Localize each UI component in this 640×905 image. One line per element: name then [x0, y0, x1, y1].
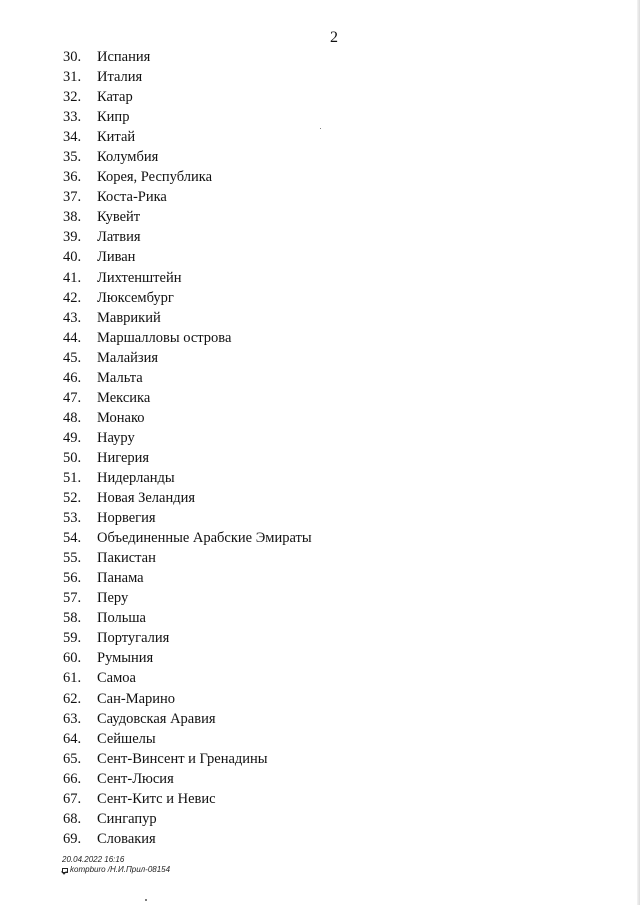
list-item [63, 769, 312, 789]
item-number: 45. [63, 349, 82, 366]
item-country-name: Румыния [97, 650, 154, 667]
item-country-name: Монако [97, 409, 145, 426]
item-number: 57. [63, 590, 82, 607]
item-country-name: Норвегия [97, 510, 156, 527]
item-number: 51. [63, 469, 82, 486]
item-country-name: Сент-Винсент и Гренадины [97, 750, 268, 767]
scan-speck [145, 899, 147, 901]
item-number: 55. [63, 550, 82, 567]
item-number: 30. [63, 49, 82, 65]
item-country-name: Испания [97, 49, 151, 65]
list-item [63, 268, 312, 288]
item-country-name: Ливан [97, 249, 136, 266]
item-number: 69. [63, 830, 82, 847]
list-item [63, 47, 312, 67]
list-item [63, 749, 312, 769]
footer-datetime: 20.04.2022 16:16 [62, 855, 125, 864]
document-footer [62, 855, 170, 875]
list-item [63, 227, 312, 247]
list-item [63, 388, 312, 408]
item-number: 38. [63, 209, 82, 226]
item-country-name: Лихтенштейн [97, 269, 182, 286]
list-item [63, 127, 312, 147]
item-number: 42. [63, 289, 82, 306]
list-item [63, 368, 312, 388]
item-country-name: Сейшелы [97, 730, 156, 747]
item-number: 63. [63, 710, 82, 727]
page-number: 2 [330, 29, 338, 46]
country-list [63, 47, 312, 849]
item-number: 52. [63, 490, 82, 507]
item-number: 64. [63, 730, 82, 747]
list-item [63, 147, 312, 167]
item-country-name: Катар [97, 89, 133, 106]
list-item [63, 428, 312, 448]
item-number: 67. [63, 790, 82, 807]
item-number: 44. [63, 329, 82, 346]
item-country-name: Польша [97, 610, 146, 627]
item-country-name: Нидерланды [97, 469, 175, 486]
list-item [63, 207, 312, 227]
item-number: 31. [63, 69, 82, 86]
item-country-name: Кипр [97, 109, 130, 126]
item-number: 53. [63, 510, 82, 527]
item-number: 33. [63, 109, 82, 126]
scan-speck [320, 128, 321, 129]
item-number: 59. [63, 630, 82, 647]
list-item [63, 107, 312, 127]
list-item [63, 548, 312, 568]
list-item [63, 348, 312, 368]
item-country-name: Сент-Китс и Невис [97, 790, 216, 807]
item-number: 49. [63, 429, 82, 446]
item-number: 66. [63, 770, 82, 787]
item-number: 40. [63, 249, 82, 266]
list-item [63, 167, 312, 187]
item-country-name: Коста-Рика [97, 189, 167, 206]
item-country-name: Италия [97, 69, 143, 86]
footer-user-text: kompburo /Н.И.Прил-08154 [70, 865, 171, 874]
item-country-name: Словакия [97, 830, 156, 847]
item-country-name: Люксембург [97, 289, 174, 306]
item-number: 54. [63, 530, 82, 547]
item-number: 43. [63, 309, 82, 326]
item-number: 36. [63, 169, 82, 186]
item-country-name: Пакистан [97, 550, 156, 567]
list-item [63, 87, 312, 107]
item-number: 58. [63, 610, 82, 627]
item-country-name: Маврикий [97, 309, 161, 326]
item-country-name: Мексика [97, 389, 151, 406]
item-number: 37. [63, 189, 82, 206]
list-item [63, 588, 312, 608]
list-item [63, 247, 312, 267]
item-number: 35. [63, 149, 82, 166]
list-item [63, 568, 312, 588]
item-country-name: Китай [97, 129, 136, 146]
item-number: 68. [63, 810, 82, 827]
item-country-name: Панама [97, 570, 144, 587]
item-country-name: Новая Зеландия [97, 490, 196, 507]
item-number: 34. [63, 129, 82, 146]
list-item [63, 668, 312, 688]
mail-icon [62, 868, 68, 873]
item-number: 50. [63, 449, 82, 466]
item-number: 39. [63, 229, 82, 246]
item-country-name: Маршалловы острова [97, 329, 232, 346]
list-item [63, 628, 312, 648]
list-item [63, 689, 312, 709]
list-item [63, 187, 312, 207]
item-country-name: Объединенные Арабские Эмираты [97, 530, 312, 547]
list-item [63, 789, 312, 809]
item-number: 46. [63, 369, 82, 386]
item-country-name: Сингапур [97, 810, 157, 827]
item-country-name: Малайзия [97, 349, 159, 366]
item-country-name: Саудовская Аравия [97, 710, 216, 727]
item-country-name: Самоа [97, 670, 136, 687]
item-number: 62. [63, 690, 82, 707]
list-item [63, 608, 312, 628]
item-country-name: Кувейт [97, 209, 141, 226]
item-number: 47. [63, 389, 82, 406]
item-country-name: Колумбия [97, 149, 159, 166]
item-country-name: Нигерия [97, 449, 150, 466]
list-item [63, 528, 312, 548]
list-item [63, 67, 312, 87]
item-country-name: Сент-Люсия [97, 770, 174, 787]
item-country-name: Корея, Республика [97, 169, 213, 186]
list-item [63, 468, 312, 488]
list-item [63, 288, 312, 308]
list-item [63, 488, 312, 508]
list-item [63, 829, 312, 849]
item-country-name: Науру [97, 429, 135, 446]
item-country-name: Перу [97, 590, 129, 607]
item-country-name: Сан-Марино [97, 690, 176, 707]
list-item [63, 648, 312, 668]
list-item [63, 448, 312, 468]
item-number: 32. [63, 89, 82, 106]
list-item [63, 729, 312, 749]
list-item [63, 308, 312, 328]
footer-user-line [62, 865, 170, 875]
list-item [63, 809, 312, 829]
item-country-name: Латвия [97, 229, 141, 246]
item-number: 56. [63, 570, 82, 587]
item-number: 41. [63, 269, 82, 286]
item-number: 65. [63, 750, 82, 767]
item-country-name: Португалия [97, 630, 170, 647]
list-item [63, 508, 312, 528]
item-number: 60. [63, 650, 82, 667]
item-number: 48. [63, 409, 82, 426]
list-item [63, 709, 312, 729]
item-number: 61. [63, 670, 82, 687]
item-country-name: Мальта [97, 369, 143, 386]
list-item [63, 328, 312, 348]
list-item [63, 408, 312, 428]
